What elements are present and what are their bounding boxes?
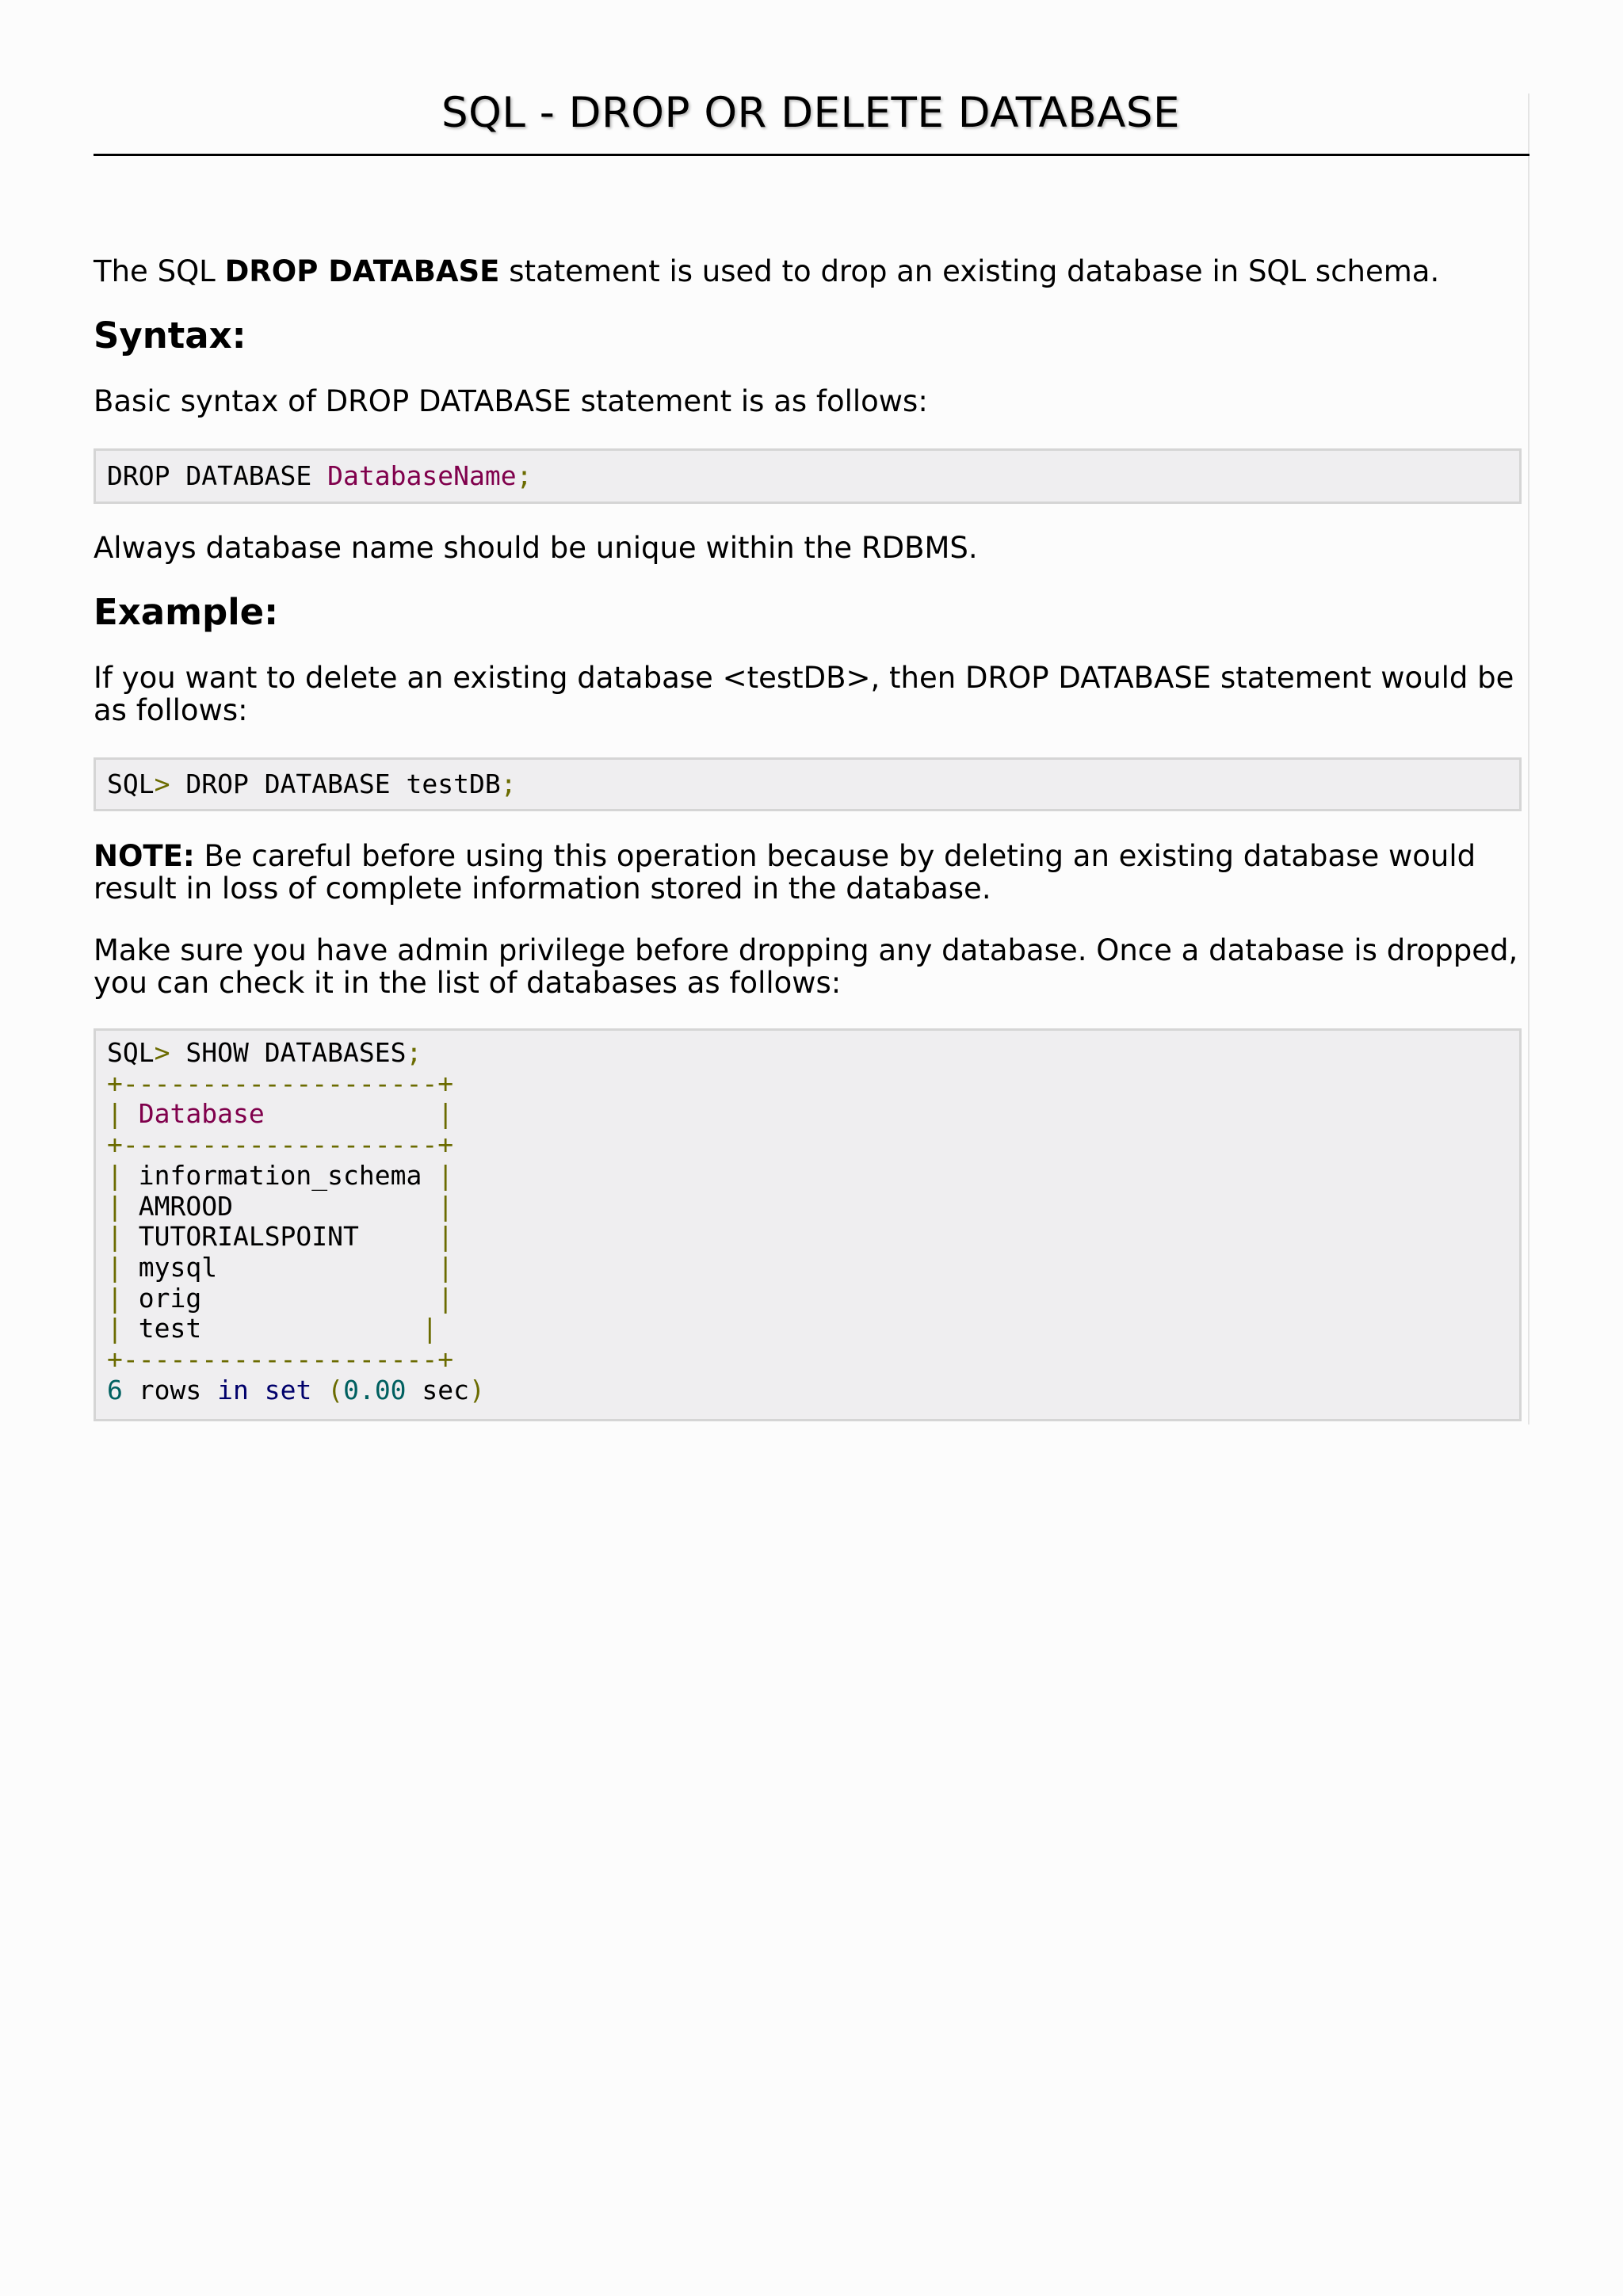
show-cmd-line (107, 1038, 1519, 1069)
table-border-mid: +--------------------+ (107, 1129, 454, 1161)
title-underline (94, 154, 1529, 156)
table-border-top: +--------------------+ (107, 1067, 454, 1099)
show-code-prompt: SQL (107, 1037, 155, 1068)
page-right-border (1528, 93, 1529, 1425)
syntax-description: Basic syntax of DROP DATABASE statement is as follows: (94, 384, 928, 418)
query-time: 0.00 (343, 1374, 407, 1405)
show-code-gt: > (154, 1037, 170, 1068)
db-name: mysql (138, 1251, 218, 1283)
table-row: | orig | (107, 1282, 454, 1314)
example-description: If you want to delete an existing database <testDB>, then DROP DATABASE statement would be as follows: (94, 661, 1514, 727)
table-header-row: | Database | (107, 1098, 454, 1130)
syntax-heading: Syntax: (94, 315, 246, 357)
example-code-prompt: SQL (107, 769, 155, 799)
page-title: SQL - DROP OR DELETE DATABASE (441, 89, 1181, 137)
result-summary-line: 6 rows in set (0.00 sec) (107, 1374, 485, 1405)
intro-text-before: The SQL (94, 254, 225, 288)
table-row: | mysql | (107, 1251, 454, 1283)
show-databases-code-block (94, 1028, 1522, 1421)
unique-name-note: Always database name should be unique within the RDBMS. (94, 531, 978, 565)
db-name: AMROOD (138, 1190, 233, 1222)
syntax-code-name: DatabaseName (327, 460, 517, 491)
syntax-code-block (94, 448, 1522, 504)
table-row: | information_schema | (107, 1159, 454, 1191)
table-header-database: Database (138, 1098, 265, 1130)
syntax-code-semicolon: ; (516, 460, 533, 491)
syntax-code-plain: DROP DATABASE (107, 460, 328, 491)
example-code-semicolon: ; (500, 769, 517, 799)
keyword-in: in (217, 1374, 249, 1405)
intro-paragraph (94, 255, 1529, 288)
example-code-gt: > (154, 769, 170, 799)
example-code-statement: DROP DATABASE testDB (170, 769, 501, 799)
table-row: | test | (107, 1313, 438, 1344)
row-count: 6 (107, 1374, 123, 1405)
example-heading: Example: (94, 591, 279, 633)
note-text: Be careful before using this operation because by deleting an existing database would result in loss of complete information stored in the database. (94, 839, 1476, 906)
db-name: information_schema (138, 1159, 422, 1191)
db-name: TUTORIALSPOINT (138, 1221, 359, 1253)
note-label: NOTE: (94, 839, 195, 873)
table-row: | AMROOD | (107, 1190, 454, 1222)
intro-text-after: statement is used to drop an existing database in SQL schema. (499, 254, 1440, 288)
db-name: test (138, 1313, 202, 1344)
example-code-block (94, 757, 1522, 811)
warning-note (94, 840, 1529, 905)
show-code-statement: SHOW DATABASES (170, 1037, 407, 1068)
table-row: | TUTORIALSPOINT | (107, 1221, 454, 1253)
show-code-semicolon: ; (406, 1037, 422, 1068)
table-border-bottom: +--------------------+ (107, 1344, 454, 1375)
db-name: orig (138, 1282, 202, 1314)
admin-privilege-paragraph: Make sure you have admin privilege before dropping any database. Once a database is dropped, you can check it in the list of databases as follows: (94, 933, 1518, 1000)
keyword-set: set (264, 1374, 312, 1405)
intro-bold-term: DROP DATABASE (224, 254, 500, 288)
